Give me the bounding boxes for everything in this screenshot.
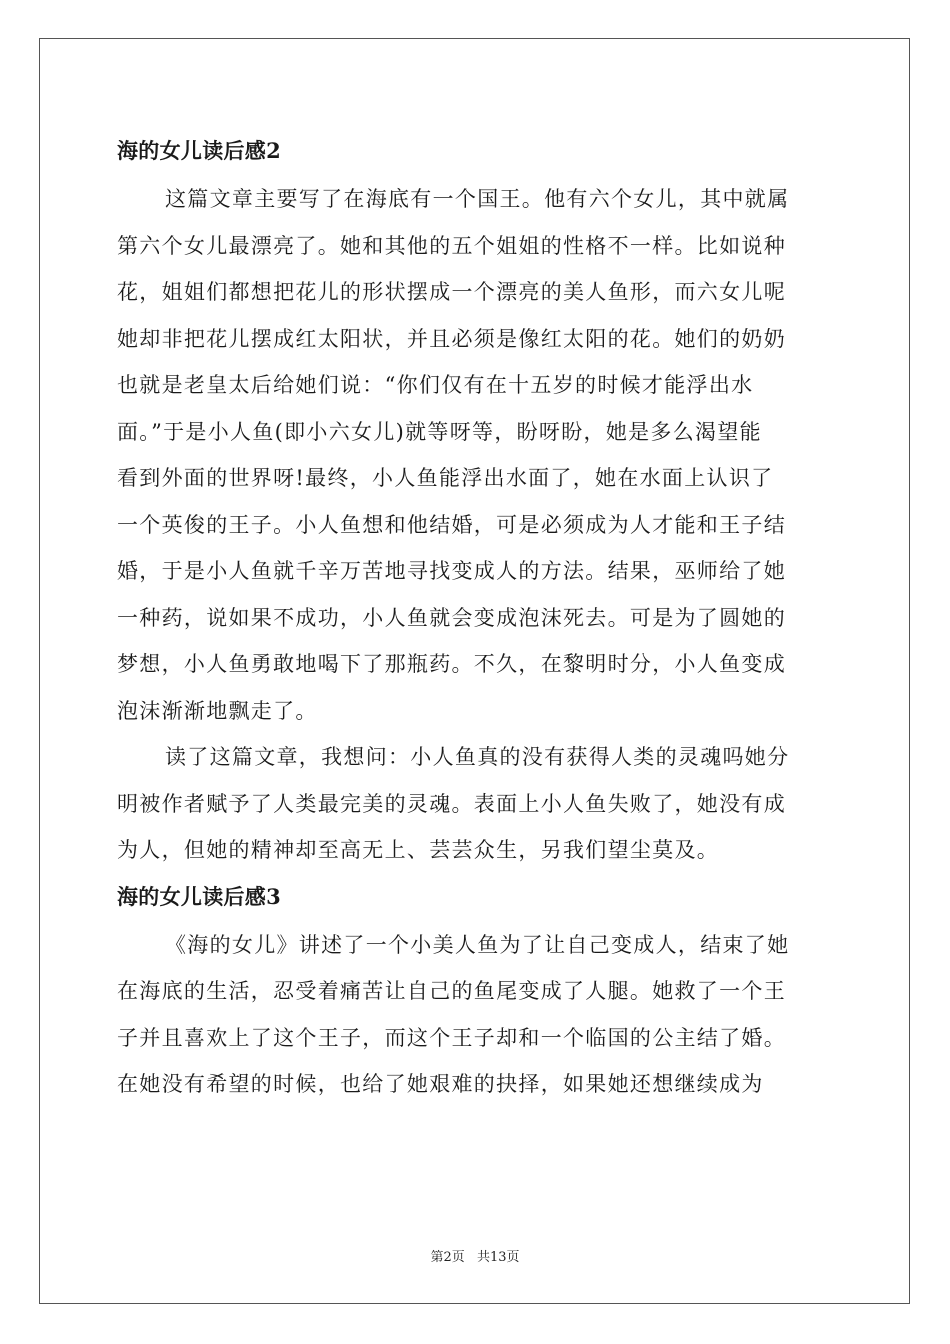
- paragraph-line: 这篇文章主要写了在海底有一个国王。他有六个女儿，其中就属: [165, 187, 790, 211]
- section: [117, 874, 835, 1108]
- paragraph: [117, 734, 835, 874]
- page-number: 第2页: [430, 1250, 465, 1265]
- paragraph: [117, 922, 835, 1108]
- paragraph-line: 在海底的生活，忍受着痛苦让自己的鱼尾变成了人腿。她救了一个王: [117, 979, 786, 1003]
- paragraph-line: 一种药，说如果不成功，小人鱼就会变成泡沫死去。可是为了圆她的: [117, 605, 786, 630]
- paragraph-line: 她却非把花儿摆成红太阳状，并且必须是像红太阳的花。她们的奶奶: [117, 326, 786, 351]
- paragraph-line: 在她没有希望的时候，也给了她艰难的抉择，如果她还想继续成为: [117, 1072, 764, 1096]
- paragraph-line: 第六个女儿最漂亮了。她和其他的五个姐姐的性格不一样。比如说种: [117, 233, 786, 258]
- section-heading: 海的女儿读后感2: [117, 138, 282, 163]
- paragraph-line: 花，姐姐们都想把花儿的形状摆成一个漂亮的美人鱼形，而六女儿呢: [117, 280, 786, 304]
- paragraph-line: 明被作者赋予了人类最完美的灵魂。表面上小人鱼失败了，她没有成: [117, 791, 786, 816]
- paragraph-line: 梦想，小人鱼勇敢地喝下了那瓶药。不久，在黎明时分，小人鱼变成: [117, 652, 786, 676]
- paragraph-line: 也就是老皇太后给她们说：“你们仅有在十五岁的时候才能浮出水: [117, 373, 754, 397]
- paragraph: [117, 176, 835, 734]
- paragraph-line: 面。”于是小人鱼(即小六女儿)就等呀等，盼呀盼，她是多么渴望能: [117, 419, 762, 444]
- page-footer: [0, 1246, 950, 1265]
- paragraph-line: 婚，于是小人鱼就千辛万苦地寻找变成人的方法。结果，巫师给了她: [117, 559, 786, 583]
- page-total: 共13页: [476, 1250, 520, 1265]
- paragraph-line: 为人，但她的精神却至高无上、芸芸众生，另我们望尘莫及。: [117, 838, 720, 862]
- paragraph-line: 《海的女儿》讲述了一个小美人鱼为了让自己变成人，结束了她: [165, 932, 790, 957]
- paragraph-line: 看到外面的世界呀!最终，小人鱼能浮出水面了，她在水面上认识了: [117, 466, 774, 490]
- paragraph-line: 子并且喜欢上了这个王子，而这个王子却和一个临国的公主结了婚。: [117, 1025, 786, 1050]
- section: [117, 128, 835, 874]
- paragraph-line: 一个英俊的王子。小人鱼想和他结婚，可是必须成为人才能和王子结: [117, 512, 786, 537]
- paragraph-line: 读了这篇文章，我想问：小人鱼真的没有获得人类的灵魂吗她分: [165, 745, 790, 769]
- document-body: [117, 128, 835, 1108]
- paragraph-line: 泡沫渐渐地飘走了。: [117, 698, 318, 723]
- section-heading: 海的女儿读后感3: [117, 883, 282, 909]
